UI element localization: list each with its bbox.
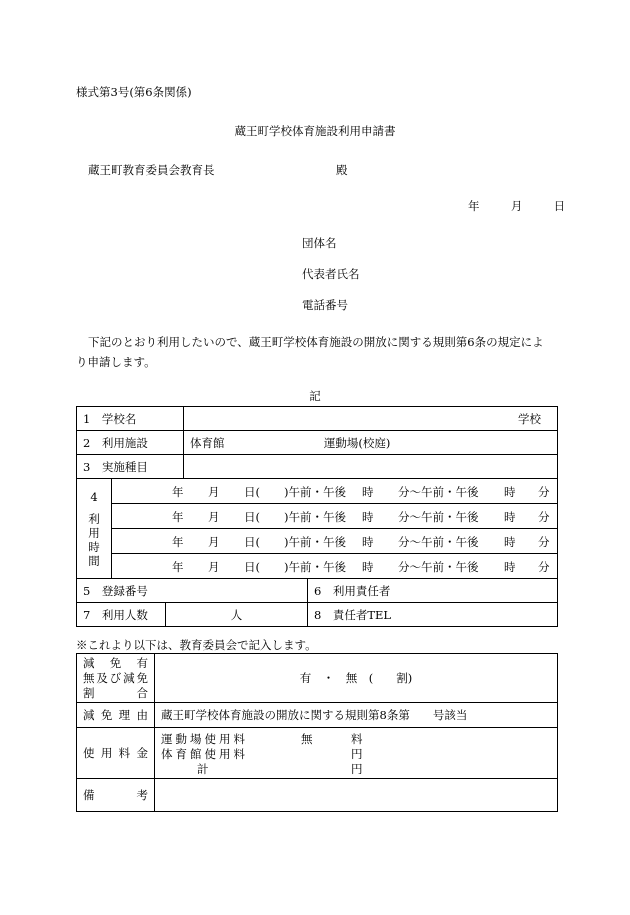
responsible-tel-field[interactable]: 8 責任者TEL [308, 603, 558, 627]
exemption-row [77, 654, 558, 703]
phone-label: 電話番号 [302, 298, 348, 312]
facility-label: 2 利用施設 [77, 431, 184, 455]
registration-number-field[interactable]: 5 登録番号 [77, 579, 308, 603]
group-name-label: 団体名 [302, 236, 337, 250]
remarks-input[interactable] [155, 779, 558, 812]
fee-line-total: 計 円 [197, 761, 363, 776]
office-use-table [76, 653, 558, 812]
document-title: 蔵王町学校体育施設利用申請書 [234, 124, 396, 138]
exemption-reason-label: 減免理由 [77, 703, 155, 728]
facility-options[interactable] [184, 431, 558, 455]
facility-row [77, 431, 558, 455]
fee-label: 使用料金 [77, 728, 155, 779]
intro-paragraph: 下記のとおり利用したいので、蔵王町学校体育施設の開放に関する規則第6条の規定により申請します。 [76, 335, 544, 369]
exemption-label: 減 免 有 無及び減免 割 合 [77, 654, 155, 703]
addressee: 蔵王町教育委員会教育長 [88, 163, 215, 177]
headcount-label: 7 利用人数 [77, 603, 166, 627]
exemption-reason-value[interactable]: 蔵王町学校体育施設の開放に関する規則第8条第 号該当 [155, 703, 558, 728]
time-slot-3[interactable]: 年 月 日( )午前・午後 時 分〜午前・午後 時 分 [112, 529, 558, 554]
event-row [77, 455, 558, 479]
event-input[interactable] [184, 455, 558, 479]
fee-row [77, 728, 558, 779]
school-label: 1 学校名 [77, 407, 184, 431]
school-input[interactable]: 学校 [184, 407, 558, 431]
form-number-label: 様式第3号(第6条関係) [76, 85, 192, 99]
date-year: 年 [468, 199, 480, 213]
date-month: 月 [510, 199, 523, 213]
application-table [76, 406, 558, 627]
registration-row [77, 579, 558, 603]
representative-label: 代表者氏名 [302, 267, 360, 281]
office-use-note: ※これより以下は、教育委員会で記入します。 [76, 638, 317, 652]
facility-gym[interactable]: 体育館 [190, 435, 225, 450]
time-row-3 [77, 529, 558, 554]
time-row-4 [77, 554, 558, 579]
headcount-row [77, 603, 558, 627]
exemption-reason-row [77, 703, 558, 728]
responsible-person-field[interactable]: 6 利用責任者 [308, 579, 558, 603]
honorific-dono: 殿 [336, 163, 348, 177]
exemption-value[interactable]: 有 ・ 無 ( 割) [155, 654, 558, 703]
remarks-row [77, 779, 558, 812]
time-slot-2[interactable]: 年 月 日( )午前・午後 時 分〜午前・午後 時 分 [112, 504, 558, 529]
headcount-input[interactable]: 人 [166, 603, 308, 627]
time-slot-4[interactable]: 年 月 日( )午前・午後 時 分〜午前・午後 時 分 [112, 554, 558, 579]
facility-field[interactable]: 運動場(校庭) [323, 435, 391, 450]
time-row-2 [77, 504, 558, 529]
time-slot-1[interactable]: 年 月 日( )午前・午後 時 分〜午前・午後 時 分 [112, 479, 558, 504]
school-row [77, 407, 558, 431]
date-day: 日 [553, 199, 566, 213]
usage-time-label: 4 利 用 時 間 [77, 479, 112, 579]
fee-line-field: 運動場使用料 無 料 [161, 731, 363, 746]
date-line [468, 198, 565, 214]
ki-label: 記 [309, 389, 321, 403]
fee-details[interactable] [155, 728, 558, 779]
remarks-label: 備考 [77, 779, 155, 812]
event-label: 3 実施種目 [77, 455, 184, 479]
fee-line-gym: 体育館使用料 円 [161, 746, 363, 761]
time-row-1 [77, 479, 558, 504]
